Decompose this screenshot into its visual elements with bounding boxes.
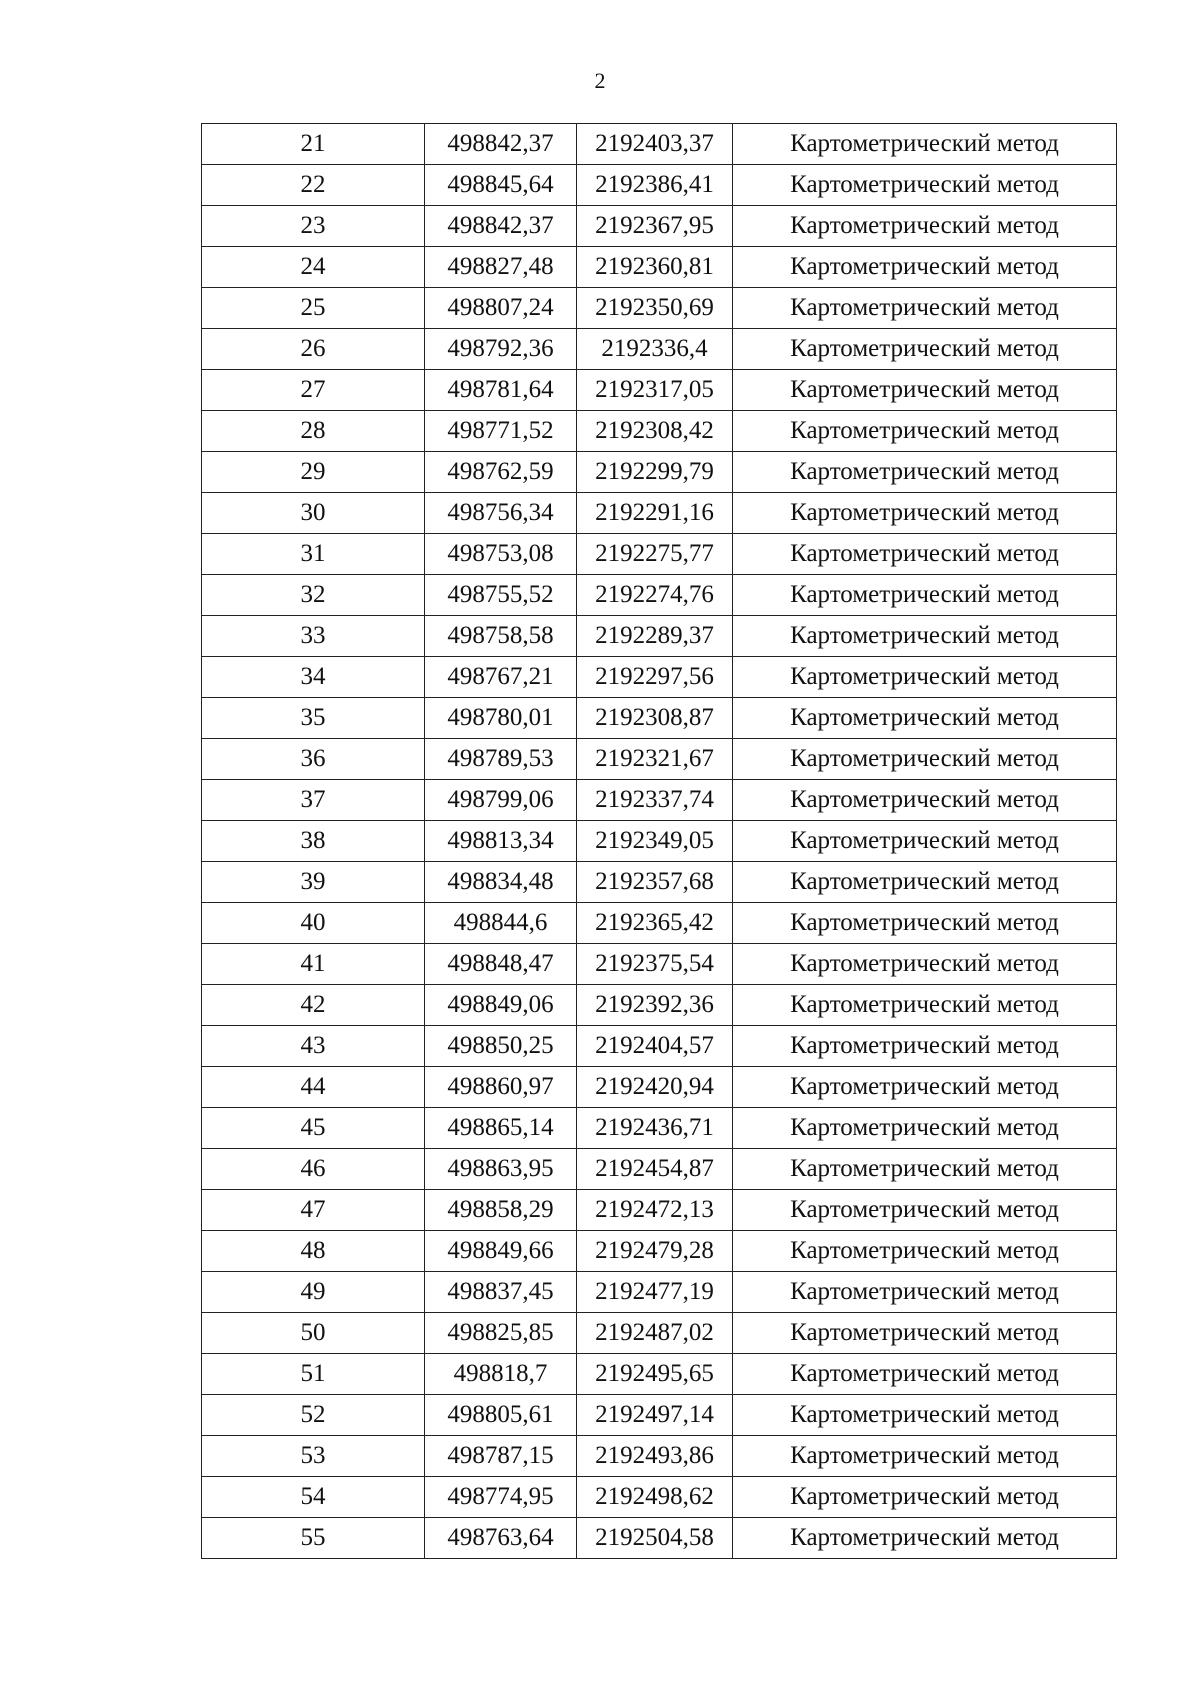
point-number-cell: 53 [202, 1436, 425, 1477]
table-row [202, 411, 1117, 452]
y-coordinate-cell: 2192308,42 [577, 411, 733, 452]
x-coordinate-cell: 498753,08 [425, 534, 577, 575]
method-cell: Картометрический метод [733, 411, 1117, 452]
y-coordinate-cell: 2192487,02 [577, 1313, 733, 1354]
x-coordinate-cell: 498780,01 [425, 698, 577, 739]
point-number-cell: 22 [202, 165, 425, 206]
y-coordinate-cell: 2192404,57 [577, 1026, 733, 1067]
table-row [202, 493, 1117, 534]
y-coordinate-cell: 2192275,77 [577, 534, 733, 575]
y-coordinate-cell: 2192386,41 [577, 165, 733, 206]
point-number-cell: 55 [202, 1518, 425, 1559]
y-coordinate-cell: 2192375,54 [577, 944, 733, 985]
method-cell: Картометрический метод [733, 985, 1117, 1026]
x-coordinate-cell: 498842,37 [425, 124, 577, 165]
y-coordinate-cell: 2192392,36 [577, 985, 733, 1026]
point-number-cell: 45 [202, 1108, 425, 1149]
y-coordinate-cell: 2192498,62 [577, 1477, 733, 1518]
table-row [202, 780, 1117, 821]
method-cell: Картометрический метод [733, 698, 1117, 739]
x-coordinate-cell: 498767,21 [425, 657, 577, 698]
point-number-cell: 50 [202, 1313, 425, 1354]
x-coordinate-cell: 498763,64 [425, 1518, 577, 1559]
y-coordinate-cell: 2192454,87 [577, 1149, 733, 1190]
table-row [202, 821, 1117, 862]
method-cell: Картометрический метод [733, 452, 1117, 493]
point-number-cell: 54 [202, 1477, 425, 1518]
method-cell: Картометрический метод [733, 1272, 1117, 1313]
point-number-cell: 34 [202, 657, 425, 698]
point-number-cell: 30 [202, 493, 425, 534]
x-coordinate-cell: 498813,34 [425, 821, 577, 862]
x-coordinate-cell: 498774,95 [425, 1477, 577, 1518]
point-number-cell: 44 [202, 1067, 425, 1108]
x-coordinate-cell: 498865,14 [425, 1108, 577, 1149]
y-coordinate-cell: 2192420,94 [577, 1067, 733, 1108]
point-number-cell: 32 [202, 575, 425, 616]
table-row [202, 657, 1117, 698]
point-number-cell: 35 [202, 698, 425, 739]
y-coordinate-cell: 2192365,42 [577, 903, 733, 944]
x-coordinate-cell: 498863,95 [425, 1149, 577, 1190]
method-cell: Картометрический метод [733, 862, 1117, 903]
method-cell: Картометрический метод [733, 739, 1117, 780]
point-number-cell: 28 [202, 411, 425, 452]
method-cell: Картометрический метод [733, 1108, 1117, 1149]
x-coordinate-cell: 498787,15 [425, 1436, 577, 1477]
point-number-cell: 49 [202, 1272, 425, 1313]
x-coordinate-cell: 498842,37 [425, 206, 577, 247]
coordinates-table [201, 123, 1117, 1559]
method-cell: Картометрический метод [733, 206, 1117, 247]
point-number-cell: 36 [202, 739, 425, 780]
method-cell: Картометрический метод [733, 657, 1117, 698]
point-number-cell: 52 [202, 1395, 425, 1436]
point-number-cell: 47 [202, 1190, 425, 1231]
table-row [202, 329, 1117, 370]
y-coordinate-cell: 2192357,68 [577, 862, 733, 903]
method-cell: Картометрический метод [733, 1354, 1117, 1395]
point-number-cell: 23 [202, 206, 425, 247]
y-coordinate-cell: 2192493,86 [577, 1436, 733, 1477]
y-coordinate-cell: 2192495,65 [577, 1354, 733, 1395]
x-coordinate-cell: 498805,61 [425, 1395, 577, 1436]
x-coordinate-cell: 498850,25 [425, 1026, 577, 1067]
y-coordinate-cell: 2192336,4 [577, 329, 733, 370]
x-coordinate-cell: 498834,48 [425, 862, 577, 903]
point-number-cell: 25 [202, 288, 425, 329]
x-coordinate-cell: 498756,34 [425, 493, 577, 534]
point-number-cell: 51 [202, 1354, 425, 1395]
point-number-cell: 39 [202, 862, 425, 903]
x-coordinate-cell: 498758,58 [425, 616, 577, 657]
x-coordinate-cell: 498825,85 [425, 1313, 577, 1354]
point-number-cell: 26 [202, 329, 425, 370]
method-cell: Картометрический метод [733, 1395, 1117, 1436]
table-row [202, 985, 1117, 1026]
point-number-cell: 24 [202, 247, 425, 288]
table-row [202, 370, 1117, 411]
method-cell: Картометрический метод [733, 329, 1117, 370]
table-row [202, 1436, 1117, 1477]
table-row [202, 1108, 1117, 1149]
method-cell: Картометрический метод [733, 1231, 1117, 1272]
method-cell: Картометрический метод [733, 1477, 1117, 1518]
point-number-cell: 37 [202, 780, 425, 821]
y-coordinate-cell: 2192497,14 [577, 1395, 733, 1436]
table-row [202, 534, 1117, 575]
x-coordinate-cell: 498845,64 [425, 165, 577, 206]
x-coordinate-cell: 498792,36 [425, 329, 577, 370]
y-coordinate-cell: 2192349,05 [577, 821, 733, 862]
x-coordinate-cell: 498849,06 [425, 985, 577, 1026]
method-cell: Картометрический метод [733, 1067, 1117, 1108]
point-number-cell: 31 [202, 534, 425, 575]
point-number-cell: 48 [202, 1231, 425, 1272]
page-number: 2 [594, 68, 606, 93]
method-cell: Картометрический метод [733, 903, 1117, 944]
method-cell: Картометрический метод [733, 780, 1117, 821]
y-coordinate-cell: 2192289,37 [577, 616, 733, 657]
method-cell: Картометрический метод [733, 247, 1117, 288]
table-row [202, 124, 1117, 165]
method-cell: Картометрический метод [733, 821, 1117, 862]
table-row [202, 903, 1117, 944]
y-coordinate-cell: 2192299,79 [577, 452, 733, 493]
y-coordinate-cell: 2192297,56 [577, 657, 733, 698]
method-cell: Картометрический метод [733, 616, 1117, 657]
y-coordinate-cell: 2192321,67 [577, 739, 733, 780]
y-coordinate-cell: 2192360,81 [577, 247, 733, 288]
table-row [202, 575, 1117, 616]
x-coordinate-cell: 498848,47 [425, 944, 577, 985]
y-coordinate-cell: 2192479,28 [577, 1231, 733, 1272]
table-row [202, 944, 1117, 985]
table-row [202, 698, 1117, 739]
method-cell: Картометрический метод [733, 124, 1117, 165]
table-row [202, 616, 1117, 657]
y-coordinate-cell: 2192403,37 [577, 124, 733, 165]
x-coordinate-cell: 498771,52 [425, 411, 577, 452]
x-coordinate-cell: 498837,45 [425, 1272, 577, 1313]
table-row [202, 1149, 1117, 1190]
table-row [202, 1395, 1117, 1436]
method-cell: Картометрический метод [733, 534, 1117, 575]
table-row [202, 1067, 1117, 1108]
point-number-cell: 41 [202, 944, 425, 985]
y-coordinate-cell: 2192291,16 [577, 493, 733, 534]
method-cell: Картометрический метод [733, 288, 1117, 329]
y-coordinate-cell: 2192317,05 [577, 370, 733, 411]
method-cell: Картометрический метод [733, 1436, 1117, 1477]
table-row [202, 1026, 1117, 1067]
x-coordinate-cell: 498849,66 [425, 1231, 577, 1272]
point-number-cell: 27 [202, 370, 425, 411]
table-row [202, 1272, 1117, 1313]
point-number-cell: 38 [202, 821, 425, 862]
y-coordinate-cell: 2192337,74 [577, 780, 733, 821]
method-cell: Картометрический метод [733, 370, 1117, 411]
x-coordinate-cell: 498789,53 [425, 739, 577, 780]
table-row [202, 739, 1117, 780]
x-coordinate-cell: 498858,29 [425, 1190, 577, 1231]
x-coordinate-cell: 498762,59 [425, 452, 577, 493]
x-coordinate-cell: 498799,06 [425, 780, 577, 821]
table-row [202, 1190, 1117, 1231]
method-cell: Картометрический метод [733, 1313, 1117, 1354]
y-coordinate-cell: 2192308,87 [577, 698, 733, 739]
method-cell: Картометрический метод [733, 1026, 1117, 1067]
point-number-cell: 43 [202, 1026, 425, 1067]
y-coordinate-cell: 2192367,95 [577, 206, 733, 247]
method-cell: Картометрический метод [733, 1518, 1117, 1559]
x-coordinate-cell: 498755,52 [425, 575, 577, 616]
table-row [202, 206, 1117, 247]
method-cell: Картометрический метод [733, 493, 1117, 534]
y-coordinate-cell: 2192436,71 [577, 1108, 733, 1149]
point-number-cell: 42 [202, 985, 425, 1026]
table-row [202, 1231, 1117, 1272]
x-coordinate-cell: 498827,48 [425, 247, 577, 288]
table-row [202, 288, 1117, 329]
method-cell: Картометрический метод [733, 575, 1117, 616]
method-cell: Картометрический метод [733, 944, 1117, 985]
method-cell: Картометрический метод [733, 1149, 1117, 1190]
method-cell: Картометрический метод [733, 165, 1117, 206]
x-coordinate-cell: 498860,97 [425, 1067, 577, 1108]
table-row [202, 452, 1117, 493]
y-coordinate-cell: 2192274,76 [577, 575, 733, 616]
y-coordinate-cell: 2192472,13 [577, 1190, 733, 1231]
point-number-cell: 46 [202, 1149, 425, 1190]
point-number-cell: 33 [202, 616, 425, 657]
y-coordinate-cell: 2192477,19 [577, 1272, 733, 1313]
table-row [202, 862, 1117, 903]
table-row [202, 1313, 1117, 1354]
point-number-cell: 21 [202, 124, 425, 165]
x-coordinate-cell: 498781,64 [425, 370, 577, 411]
y-coordinate-cell: 2192504,58 [577, 1518, 733, 1559]
x-coordinate-cell: 498844,6 [425, 903, 577, 944]
table-row [202, 247, 1117, 288]
table-row [202, 1518, 1117, 1559]
x-coordinate-cell: 498818,7 [425, 1354, 577, 1395]
point-number-cell: 29 [202, 452, 425, 493]
method-cell: Картометрический метод [733, 1190, 1117, 1231]
x-coordinate-cell: 498807,24 [425, 288, 577, 329]
y-coordinate-cell: 2192350,69 [577, 288, 733, 329]
table-row [202, 165, 1117, 206]
table-row [202, 1354, 1117, 1395]
coordinates-table-body [202, 124, 1117, 1559]
point-number-cell: 40 [202, 903, 425, 944]
table-row [202, 1477, 1117, 1518]
